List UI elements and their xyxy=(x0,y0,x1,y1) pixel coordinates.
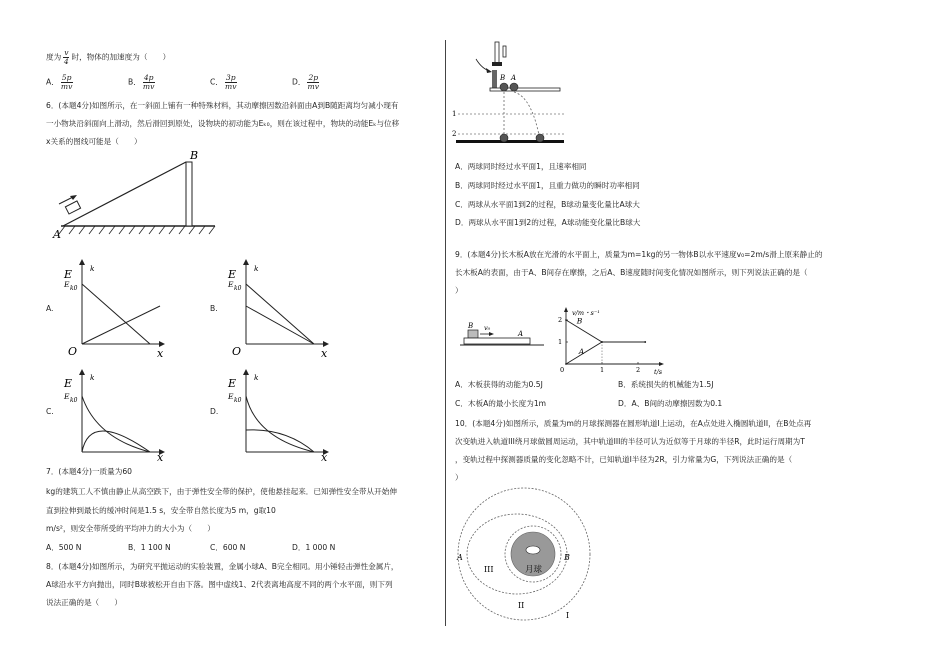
q9-line-2: 长木板A的表面，由于A、B间存在摩擦，之后A、B速度随时间变化情况如图所示，则下列说法正确的是（ xyxy=(455,268,808,277)
incline-label-b: B xyxy=(190,149,199,162)
svg-text:A: A xyxy=(457,553,463,562)
q8-option-b[interactable]: B．两球同时经过水平面1，且重力做功的瞬时功率相同 xyxy=(455,181,640,190)
vt-point-A-2 xyxy=(644,341,646,343)
column-divider xyxy=(445,40,446,626)
vt-xtick-label-0: 1 xyxy=(600,366,605,374)
q10-line-4: ） xyxy=(455,473,463,482)
vt-point-A-1 xyxy=(601,341,603,343)
q7-line-4: m/s²，则安全带所受的平均冲力的大小为（ ） xyxy=(46,524,215,533)
q7-option-c[interactable]: C．600 N xyxy=(210,543,246,552)
q6-option-b-label[interactable]: B. xyxy=(210,304,218,313)
q9-option-a[interactable]: A．木板获得的动能为0.5J xyxy=(455,380,543,389)
q7-option-b[interactable]: B．1 100 N xyxy=(128,543,171,552)
q9-option-d[interactable]: D．A、B间的动摩擦因数为0.1 xyxy=(618,399,723,408)
incline-label-a: A xyxy=(53,228,61,241)
svg-text:B: B xyxy=(500,74,506,82)
q8-option-d[interactable]: D．两球从水平面1到2的过程，A球动能变化量比B球大 xyxy=(455,218,641,227)
q8-line-1: 8．(本题4分)如图所示，为研究平抛运动的实验装置，金属小球A、B完全相同。用小锤轻击弹性金属片， xyxy=(46,562,399,571)
svg-text:k0: k0 xyxy=(234,397,242,404)
q6-graph-a[interactable] xyxy=(62,258,172,358)
svg-text:E: E xyxy=(228,377,237,390)
q10-line-1: 10．(本题4分)如图所示，质量为m的月球探测器在圆形轨道I上运动，在A点处进入椭圆轨道II，在B处点再 xyxy=(455,419,812,428)
svg-text:k0: k0 xyxy=(234,285,242,292)
q6-line-1: 6．(本题4分)如图所示，在一斜面上铺有一种特殊材料，其动摩擦因数沿斜面由A到B随距离均匀减小现有 xyxy=(46,101,399,110)
q6-option-a-label[interactable]: A. xyxy=(46,304,54,313)
moon-center xyxy=(526,546,540,554)
svg-text:1: 1 xyxy=(452,110,457,118)
vt-point-A-0 xyxy=(565,363,567,365)
q6-graph-b[interactable] xyxy=(226,258,336,358)
svg-text:O: O xyxy=(68,345,78,358)
svg-text:k: k xyxy=(90,373,95,382)
svg-text:E: E xyxy=(64,268,73,281)
q6-option-c-label[interactable]: C. xyxy=(46,407,54,416)
svg-text:B: B xyxy=(468,322,474,330)
vt-series-label-A: A xyxy=(578,347,585,357)
q5-option-d[interactable]: D． $\frac{2p}{mv}$ xyxy=(292,73,320,91)
vt-series-label-B: B xyxy=(576,316,583,326)
q6-line-3: x关系的图线可能是（ ） xyxy=(46,137,142,146)
q5-option-b[interactable]: B． $\frac{4p}{mv}$ xyxy=(128,73,155,91)
q9-option-c[interactable]: C．木板A的最小长度为1m xyxy=(455,399,547,408)
svg-text:月球: 月球 xyxy=(525,565,543,575)
incline-slope xyxy=(63,162,186,226)
svg-text:A: A xyxy=(518,330,524,338)
q6-line-2: 一小物块沿斜面向上滑动，然后滑回到原处，设物块的初动能为Eₖ₀，则在该过程中，物块的动能Eₖ与位移 xyxy=(46,119,400,128)
q8-line-2: A球沿水平方向抛出，同时B球被松开自由下落。图中虚线1、2代表离地高度不同的两个水平面，则下列 xyxy=(46,580,393,589)
svg-text:k: k xyxy=(254,373,259,382)
svg-text:E: E xyxy=(64,280,70,289)
vt-origin: 0 xyxy=(560,366,565,374)
q5-option-c[interactable]: C． $\frac{3p}{mv}$ xyxy=(210,73,237,91)
vt-ylabel: v/m・s⁻¹ xyxy=(572,309,600,317)
svg-text:B: B xyxy=(564,553,570,562)
svg-text:E: E xyxy=(228,392,234,401)
q6-graph-d[interactable] xyxy=(226,368,336,463)
q7-option-a[interactable]: A．500 N xyxy=(46,543,82,552)
projectile-apparatus-figure xyxy=(452,42,572,152)
svg-text:2: 2 xyxy=(452,130,457,138)
svg-text:III: III xyxy=(484,565,494,574)
vt-xtick-label-1: 2 xyxy=(636,366,641,374)
q7-line-3: 直到拉伸到最长的缓冲时间是1.5 s，安全带自然长度为5 m，g取10 xyxy=(46,506,276,515)
q10-line-2: 次变轨进入轨道III绕月球做圆周运动，其中轨道III的半径可认为近似等于月球的半径R，此时运行周期为T xyxy=(455,437,805,446)
svg-text:x: x xyxy=(321,347,328,360)
q9-option-b[interactable]: B．系统损失的机械能为1.5J xyxy=(618,380,714,389)
q7-line-2: kg的建筑工人不慎由静止从高空跌下，由于弹性安全带的保护，使他悬挂起来．已知弹性安全带从开始伸 xyxy=(46,487,397,496)
svg-text:v₀: v₀ xyxy=(484,324,491,332)
q7-line-1: 7．(本题4分)一质量为60 xyxy=(46,467,132,476)
svg-text:x: x xyxy=(157,347,164,360)
q8-option-c[interactable]: C．两球从水平面1到2的过程，B球动量变化量比A球大 xyxy=(455,200,640,209)
q5-prefix: 度为 xyxy=(46,52,62,62)
svg-text:E: E xyxy=(228,268,237,281)
q5-tail-line xyxy=(46,49,170,66)
q8-line-3: 说法正确的是（ ） xyxy=(46,598,122,607)
svg-text:k: k xyxy=(254,264,259,273)
svg-text:E: E xyxy=(228,280,234,289)
svg-text:k0: k0 xyxy=(70,397,78,404)
incline-figure xyxy=(53,149,245,242)
q5-suffix: 时，物体的加速度为（ ） xyxy=(71,52,171,62)
incline-block xyxy=(65,201,80,214)
svg-text:II: II xyxy=(518,601,525,610)
velocity-time-chart xyxy=(546,306,666,376)
vt-xlabel: t/s xyxy=(654,368,663,376)
q8-option-a[interactable]: A．两球同时经过水平面1，且速率相同 xyxy=(455,162,587,171)
vt-ytick-label-0: 1 xyxy=(558,338,563,346)
svg-text:E: E xyxy=(64,377,73,390)
svg-text:x: x xyxy=(321,451,328,464)
board-block-figure xyxy=(458,320,548,360)
svg-text:k0: k0 xyxy=(70,285,78,292)
svg-text:E: E xyxy=(64,392,70,401)
lunar-orbit-figure xyxy=(452,484,602,624)
q5-fraction: $\frac{v}{4}$ xyxy=(63,48,69,66)
q10-line-3: ，变轨过程中探测器质量的变化忽略不计，已知轨道I半径为2R，引力常量为G，下列说法正确的是（ xyxy=(455,455,793,464)
vt-ytick-label-1: 2 xyxy=(558,316,563,324)
q9-line-1: 9．(本题4分)长木板A放在光滑的水平面上，质量为m=1kg的另一物体B以水平速度v₀=2m/s滑上原来静止的 xyxy=(455,250,823,259)
q6-option-d-label[interactable]: D. xyxy=(210,407,219,416)
q9-line-3: ） xyxy=(455,286,463,295)
svg-text:O: O xyxy=(232,345,242,358)
q7-option-d[interactable]: D．1 000 N xyxy=(292,543,336,552)
svg-text:A: A xyxy=(511,74,517,82)
q6-graph-c[interactable] xyxy=(62,368,172,463)
svg-text:x: x xyxy=(157,451,164,464)
q5-option-a[interactable]: A． $\frac{5p}{mv}$ xyxy=(46,73,73,91)
vt-point-B-0 xyxy=(565,319,567,321)
svg-text:I: I xyxy=(566,611,570,620)
svg-text:k: k xyxy=(90,264,95,273)
